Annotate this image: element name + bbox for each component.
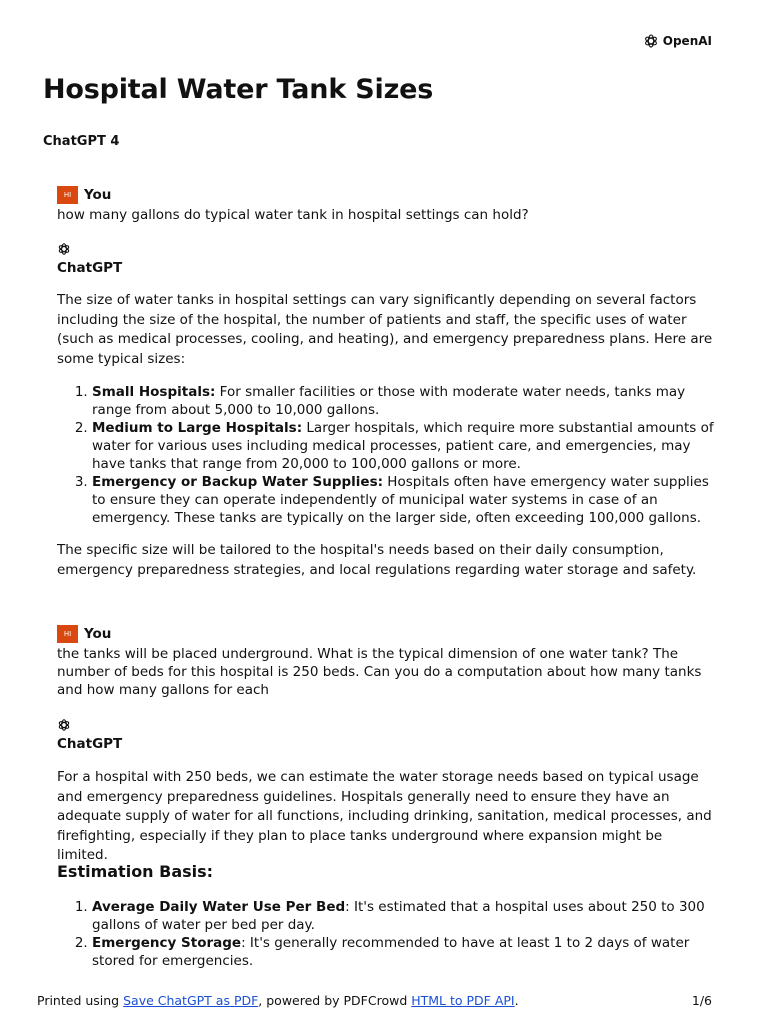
user-name: You bbox=[84, 187, 112, 203]
user-avatar: HI bbox=[57, 625, 78, 643]
print-footer bbox=[37, 993, 712, 1008]
chatgpt-icon bbox=[57, 718, 71, 732]
user-name: You bbox=[84, 626, 112, 642]
assistant-response-2 bbox=[57, 768, 717, 866]
page-title: Hospital Water Tank Sizes bbox=[43, 74, 434, 105]
list-item: 2. Medium to Large Hospitals: Larger hospitals, which require more substantial amounts of water for various uses including medical processes, patient care, and emergencies, may have tanks that range from 20,000 to 100,000 gallons or more. bbox=[92, 419, 717, 473]
html-to-pdf-api-link[interactable]: HTML to PDF API bbox=[411, 993, 515, 1008]
user-avatar: HI bbox=[57, 186, 78, 204]
section-heading bbox=[57, 862, 717, 881]
user-message-2 bbox=[57, 625, 717, 699]
user-message-text: how many gallons do typical water tank in hospital settings can hold? bbox=[57, 207, 529, 223]
section-heading-text: Estimation Basis: bbox=[57, 862, 214, 881]
user-message-1 bbox=[57, 186, 717, 225]
response-intro: The size of water tanks in hospital settings can vary significantly depending on several factors including the size of the hospital, the number of patients and staff, the specific uses of water (such as medical processes, cooling, and heating), and emergency preparedness plans. Here are some typical sizes: bbox=[57, 292, 713, 367]
response-list-2 bbox=[57, 898, 717, 970]
response-intro: For a hospital with 250 beds, we can estimate the water storage needs based on typical usage and emergency preparedness guidelines. Hospitals generally need to ensure they have an adequate supply of water for all functions, including drinking, sanitation, medical processes, and firefighting, especially if they plan to place tanks underground where expansion might be limited. bbox=[57, 769, 712, 863]
openai-logo-icon bbox=[643, 33, 659, 49]
list-item: 2. Emergency Storage: It's generally recommended to have at least 1 to 2 days of water stored for emergencies. bbox=[92, 934, 717, 970]
list-item: 3. Emergency or Backup Water Supplies: Hospitals often have emergency water supplies to ensure they can operate independently of municipal water systems in case of an emergency. These tanks are typically on the larger side, often exceeding 100,000 gallons. bbox=[92, 473, 717, 527]
footer-credit: Printed using Save ChatGPT as PDF, powered by PDFCrowd HTML to PDF API. bbox=[37, 993, 519, 1008]
list-item: 1. Average Daily Water Use Per Bed: It's estimated that a hospital uses about 250 to 300 gallons of water per bed per day. bbox=[92, 898, 717, 934]
assistant-message-1 bbox=[57, 242, 717, 276]
page-number: 1/6 bbox=[691, 993, 712, 1008]
user-message-text: the tanks will be placed underground. What is the typical dimension of one water tank? The number of beds for this hospital is 250 beds. Can you do a computation about how many tanks and how many gallons for each bbox=[57, 646, 702, 698]
brand-name: OpenAI bbox=[662, 34, 712, 48]
assistant-message-2 bbox=[57, 718, 717, 752]
model-name: ChatGPT 4 bbox=[43, 134, 120, 149]
openai-brand bbox=[643, 33, 712, 49]
response-outro: The specific size will be tailored to the hospital's needs based on their daily consumption, emergency preparedness strategies, and local regulations regarding water storage and safety. bbox=[57, 542, 697, 578]
assistant-response-1 bbox=[57, 291, 717, 369]
assistant-name: ChatGPT bbox=[57, 260, 123, 276]
save-chatgpt-pdf-link[interactable]: Save ChatGPT as PDF bbox=[123, 993, 259, 1008]
list-item: 1. Small Hospitals: For smaller facilities or those with moderate water needs, tanks may range from about 5,000 to 10,000 gallons. bbox=[92, 383, 717, 419]
chatgpt-icon bbox=[57, 242, 71, 256]
response-outro-1 bbox=[57, 541, 717, 580]
assistant-name: ChatGPT bbox=[57, 736, 123, 752]
response-list-1 bbox=[57, 383, 717, 527]
